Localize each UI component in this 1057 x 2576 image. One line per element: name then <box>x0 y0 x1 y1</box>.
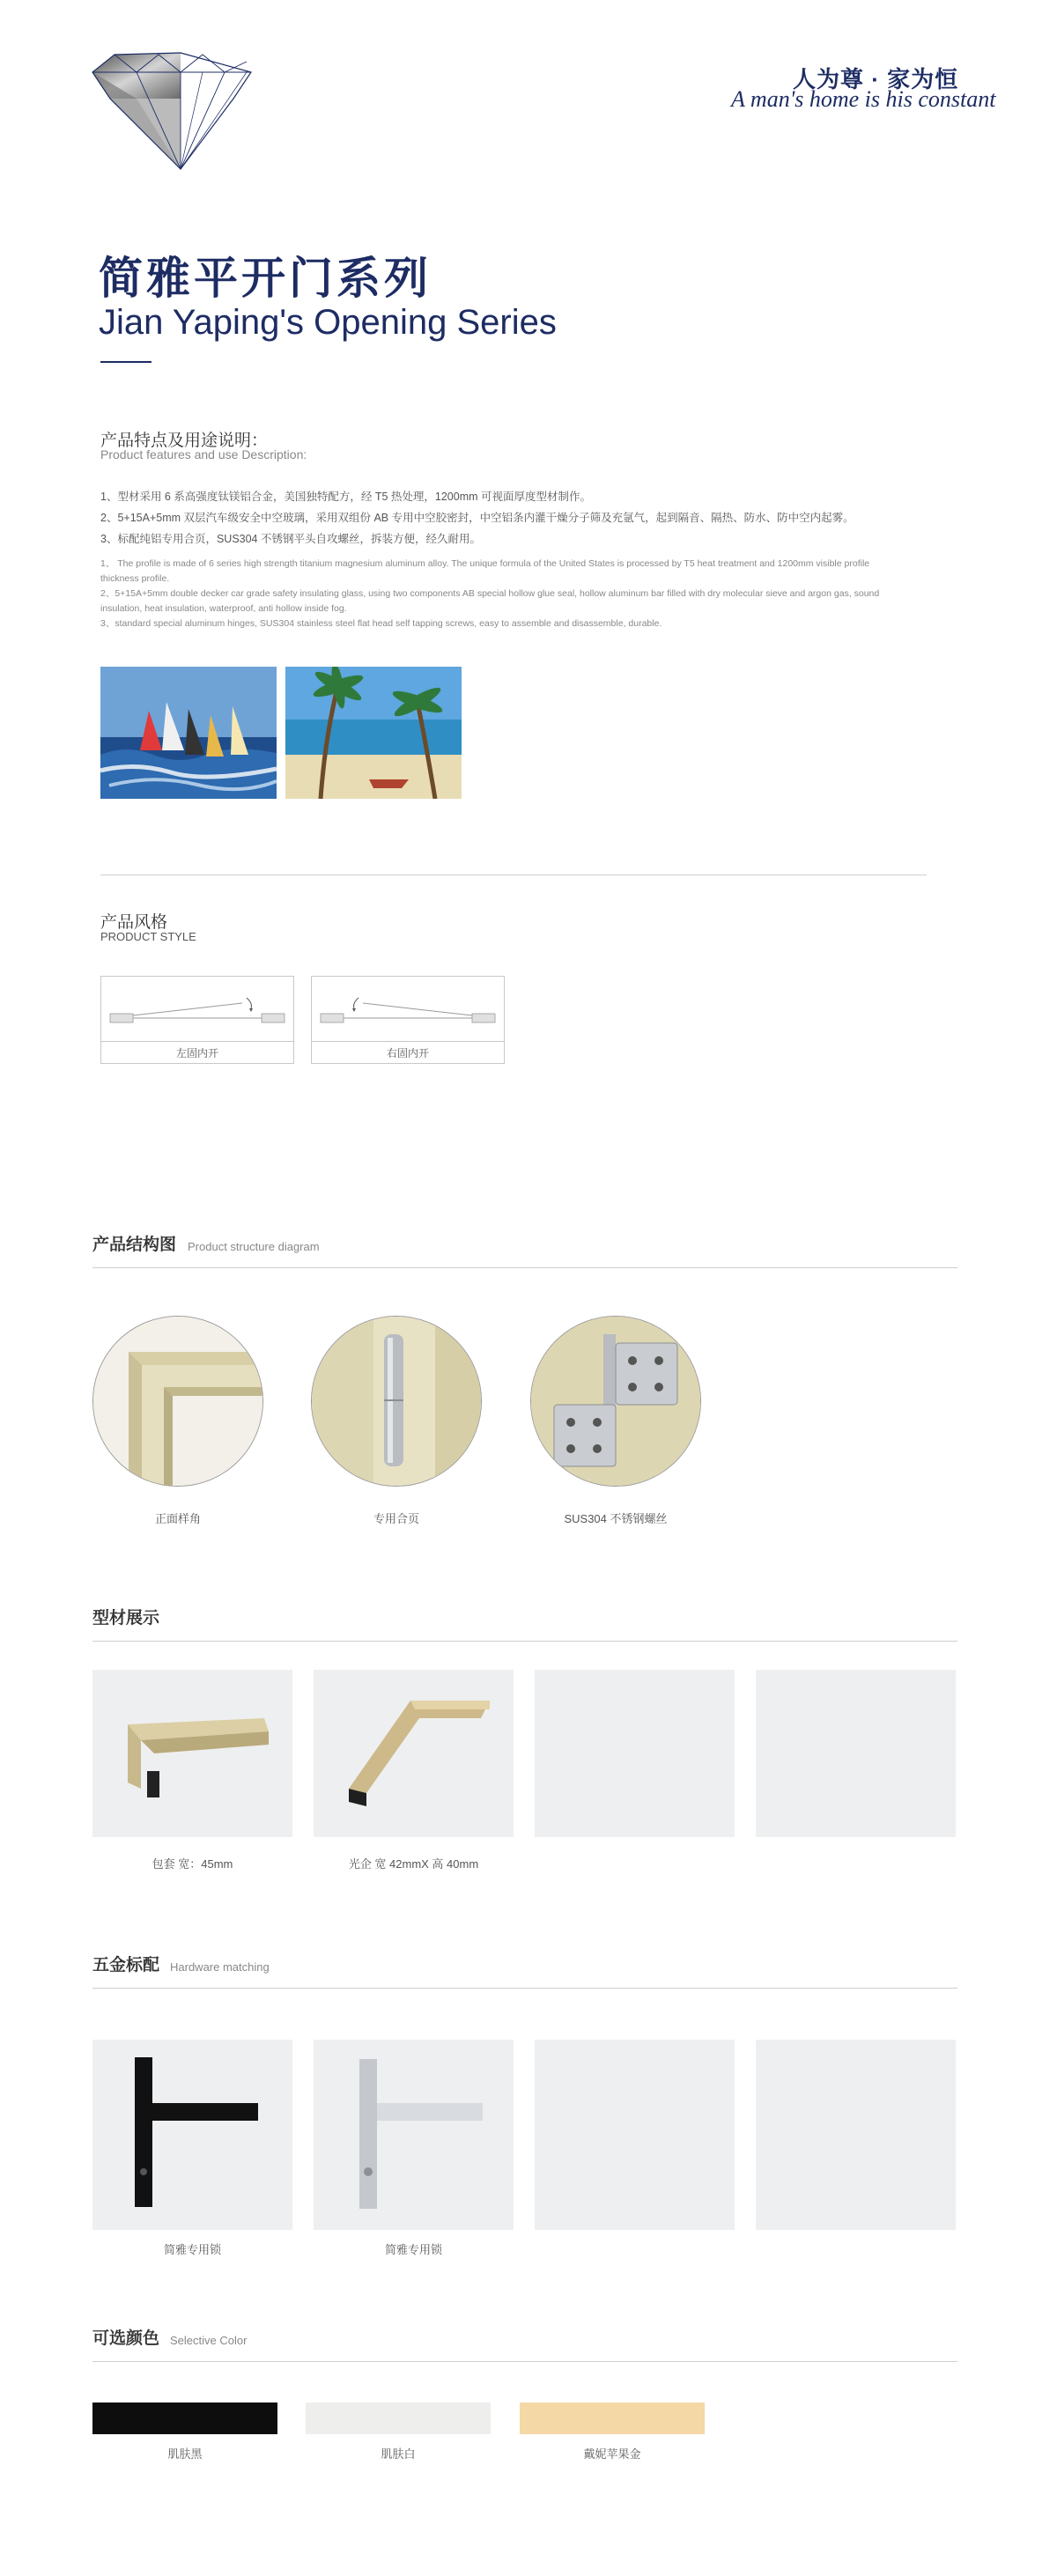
structure-caption: SUS304 不锈钢螺丝 <box>564 1512 668 1525</box>
colors-heading-en: Selective Color <box>170 2334 248 2347</box>
color-swatch-gold[interactable] <box>520 2403 705 2434</box>
features-heading-cn: 产品特点及用途说明： <box>100 432 269 450</box>
color-label: 肌肤黑 <box>167 2447 203 2461</box>
hardware-tile <box>314 2040 514 2230</box>
hardware-caption: 简雅专用锁 <box>384 2243 442 2256</box>
style-option-label: 左固内开 <box>175 1047 218 1059</box>
slogan-cn: 人为尊 · 家为恒 <box>793 66 959 92</box>
features-en-item: 3、standard special aluminum hinges, SUS304 stainless steel flat head self tapping screws, easy to assemble and disassemble, durable. <box>100 618 662 629</box>
style-heading-en: PRODUCT STYLE <box>100 930 196 943</box>
corner-sample-image <box>92 1316 263 1487</box>
hardware-tile-empty <box>535 2040 735 2230</box>
page-title-en: Jian Yaping's Opening Series <box>99 303 557 342</box>
structure-heading-cn: 产品结构图 <box>92 1236 177 1254</box>
door-left-diagram <box>101 977 293 1042</box>
diamond-icon <box>84 46 260 178</box>
features-en-list <box>100 557 893 631</box>
profile-tile <box>92 1670 292 1837</box>
colors-heading-cn: 可选颜色 <box>92 2329 160 2348</box>
beach-photo <box>285 667 462 799</box>
style-option-right[interactable] <box>311 976 505 1064</box>
colors-heading <box>92 2327 957 2362</box>
profile-caption: 光企 宽 42mmX 高 40mm <box>348 1857 479 1871</box>
profile-tile-empty <box>535 1670 735 1837</box>
profiles-heading <box>92 1606 957 1642</box>
features-en-item: 1、 The profile is made of 6 series high strength titanium magnesium aluminum alloy. The unique formula of the United States is processed by T5 heat treatment and 1200mm visible profile thickness profile. <box>100 558 870 584</box>
hardware-tile <box>92 2040 292 2230</box>
hardware-caption: 简雅专用锁 <box>163 2243 221 2256</box>
color-swatch-black[interactable] <box>92 2403 277 2434</box>
title-divider <box>100 361 152 363</box>
profile-tile <box>314 1670 514 1837</box>
hardware-heading <box>92 1953 957 1989</box>
structure-heading-en: Product structure diagram <box>188 1240 320 1253</box>
features-cn-list <box>100 486 893 550</box>
hardware-tile-empty <box>756 2040 956 2230</box>
screw-hinge-image <box>530 1316 701 1487</box>
color-label: 戴妮苹果金 <box>583 2447 641 2461</box>
sailing-photo <box>100 667 277 799</box>
hinge-image <box>311 1316 482 1487</box>
color-label: 肌肤白 <box>381 2447 416 2461</box>
color-swatch-white[interactable] <box>306 2403 491 2434</box>
features-en-item: 2、5+15A+5mm double decker car grade safety insulating glass, using two components AB special hollow glue seal, hollow aluminum bar filled with dry molecular sieve and argon gas, sound insulation, heat insulation, waterproof, anti hollow inside fog. <box>100 588 880 614</box>
slogan-en: A man's home is his constant <box>731 86 996 112</box>
profile-caption: 包套 宽：45mm <box>152 1857 233 1871</box>
door-right-diagram <box>312 977 504 1042</box>
style-option-label: 右固内开 <box>386 1047 429 1059</box>
features-cn-item: 1、型材采用 6 系高强度钛镁铝合金，美国独特配方，经 T5 热处理，1200mm 可视面厚度型材制作。 <box>100 491 591 503</box>
style-option-left[interactable] <box>100 976 294 1064</box>
style-heading-cn: 产品风格 <box>100 913 168 932</box>
structure-caption: 正面样角 <box>154 1512 201 1525</box>
page-title-cn: 简雅平开门系列 <box>99 254 432 303</box>
structure-caption: 专用合页 <box>373 1512 419 1525</box>
profile-tile-empty <box>756 1670 956 1837</box>
features-heading-en: Product features and use Description: <box>100 447 307 461</box>
profiles-heading-cn: 型材展示 <box>92 1609 160 1628</box>
features-cn-item: 2、5+15A+5mm 双层汽车级安全中空玻璃，采用双组份 AB 专用中空胶密封，中空铝条内灌干燥分子筛及充氩气，起到隔音、隔热、防水、防中空内起雾。 <box>100 512 854 524</box>
hardware-heading-en: Hardware matching <box>170 1960 270 1974</box>
hardware-heading-cn: 五金标配 <box>92 1956 160 1974</box>
features-cn-item: 3、标配纯铝专用合页，SUS304 不锈钢平头自攻螺丝，拆装方便，经久耐用。 <box>100 533 481 545</box>
structure-heading <box>92 1233 957 1268</box>
